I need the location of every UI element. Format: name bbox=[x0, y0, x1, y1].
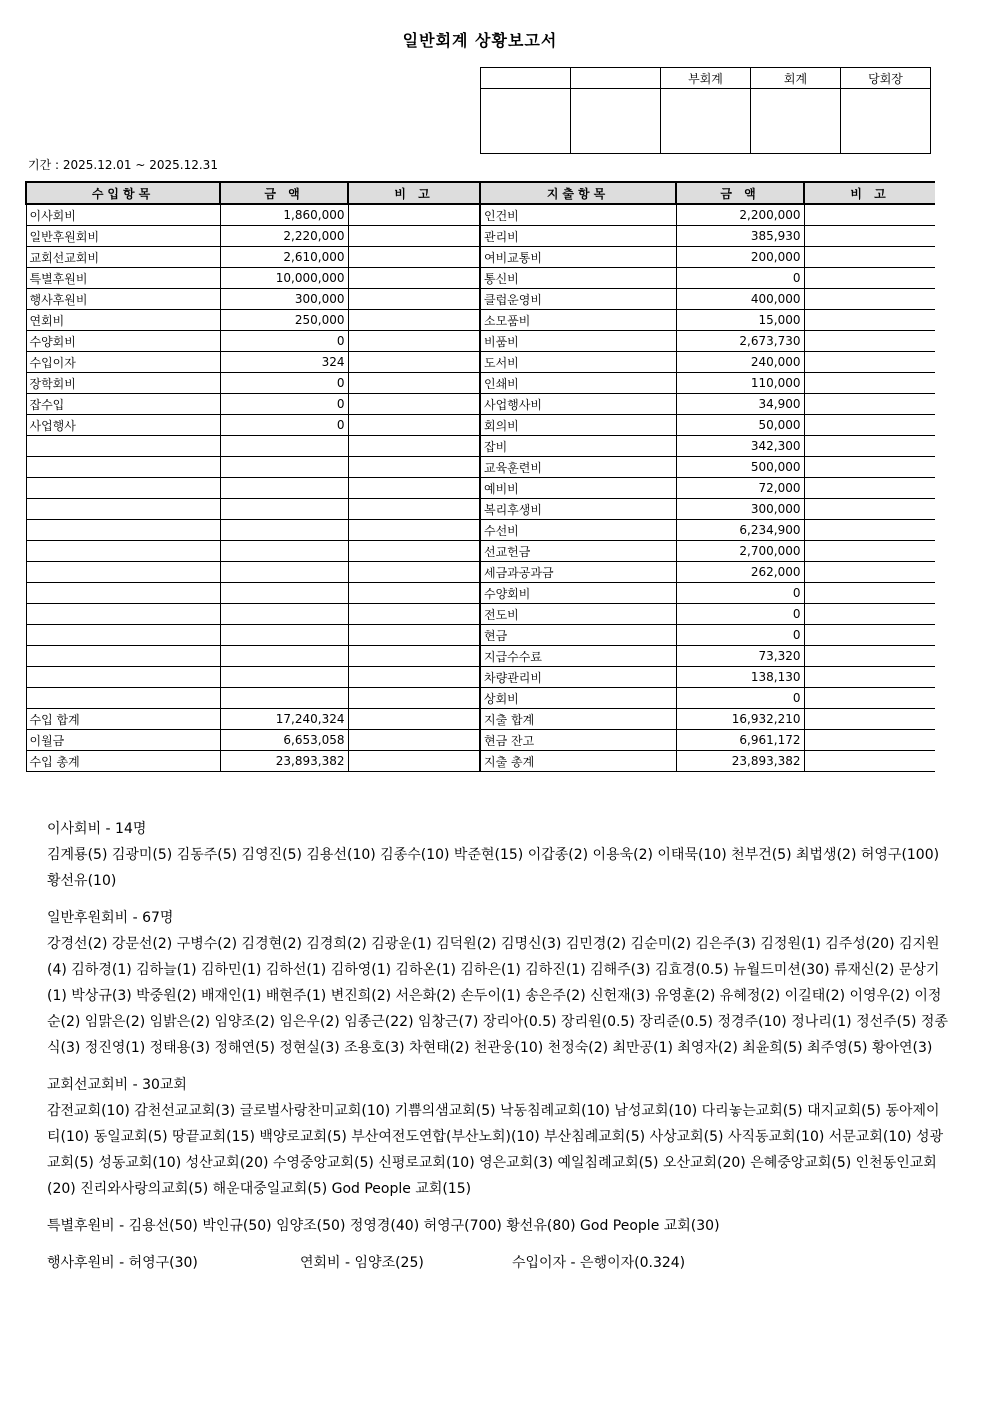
ledger-row bbox=[26, 331, 935, 352]
income-amount: 0 bbox=[220, 415, 348, 436]
income-amount: 250,000 bbox=[220, 310, 348, 331]
ledger-row bbox=[26, 751, 935, 772]
expense-note bbox=[804, 541, 935, 562]
general-support-list: 강경선(2) 강문선(2) 구병수(2) 김경현(2) 김경희(2) 김광운(1) 김덕원(2) 김명신(3) 김민경(2) 김순미(2) 김은주(3) 김정원(1) 김주성(20) 김지원(4) 김하경(1) 김하늘(1) 김하민(1) 김하선(1) 김하영(1) 김하온(1) 김하은(1) 김하진(1) 김해주(3) 김효경(0.5) 뉴월드미션(30) 류재신(2) 문상기(1) 박상규(3) 박중원(2) 배재인(1) 배현주(1) 변진희(2) 서은화(2) 손두이(1) 송은주(2) 신헌재(3) 유영훈(2) 유혜정(2) 이길태(2) 이영우(2) 이정순(2) 임맑은(2) 임밝은(2) 임양조(2) 임은우(2) 임종근(22) 임창근(7) 장리아(0.5) 장리원(0.5) 장리준(0.5) 정경주(10) 정나리(1) 정선주(5) 정종식(3) 정진영(1) 정태용(3) 정해연(5) 정현실(3) 조용호(3) 차현태(2) 천관웅(10) 천정숙(2) 최만공(1) 최영자(2) 최윤희(5) 최주영(5) 황아연(3) bbox=[47, 936, 948, 1056]
ledger-row bbox=[26, 226, 935, 247]
income-note bbox=[348, 688, 480, 709]
signature-box bbox=[571, 89, 661, 154]
ledger-row bbox=[26, 646, 935, 667]
expense-item: 지급수수료 bbox=[480, 646, 676, 667]
summary-line bbox=[47, 1250, 952, 1276]
expense-amount: 342,300 bbox=[676, 436, 804, 457]
income-item bbox=[26, 562, 220, 583]
ledger-row bbox=[26, 457, 935, 478]
income-note bbox=[348, 226, 480, 247]
expense-amount: 0 bbox=[676, 583, 804, 604]
header-income-item: 수입항목 bbox=[26, 182, 220, 204]
expense-note bbox=[804, 331, 935, 352]
income-amount: 0 bbox=[220, 331, 348, 352]
income-note bbox=[348, 499, 480, 520]
expense-amount: 73,320 bbox=[676, 646, 804, 667]
expense-amount: 16,932,210 bbox=[676, 709, 804, 730]
expense-note bbox=[804, 310, 935, 331]
expense-note bbox=[804, 583, 935, 604]
income-amount bbox=[220, 478, 348, 499]
ledger-row bbox=[26, 499, 935, 520]
signature-box bbox=[751, 89, 841, 154]
expense-item: 현금 잔고 bbox=[480, 730, 676, 751]
expense-item: 수선비 bbox=[480, 520, 676, 541]
expense-note bbox=[804, 457, 935, 478]
expense-note bbox=[804, 204, 935, 226]
income-item bbox=[26, 520, 220, 541]
income-item: 수입 합계 bbox=[26, 709, 220, 730]
income-amount: 0 bbox=[220, 373, 348, 394]
income-note bbox=[348, 625, 480, 646]
income-note bbox=[348, 646, 480, 667]
signature-header-vice-treasurer: 부회계 bbox=[661, 68, 751, 89]
annual-dues-note: 연회비 - 임양조(25) bbox=[300, 1255, 424, 1271]
expense-amount: 138,130 bbox=[676, 667, 804, 688]
expense-amount: 200,000 bbox=[676, 247, 804, 268]
income-amount: 300,000 bbox=[220, 289, 348, 310]
income-amount: 0 bbox=[220, 394, 348, 415]
expense-note bbox=[804, 709, 935, 730]
income-amount bbox=[220, 625, 348, 646]
expense-amount: 240,000 bbox=[676, 352, 804, 373]
income-note bbox=[348, 352, 480, 373]
expense-item: 지출 합계 bbox=[480, 709, 676, 730]
income-amount: 2,610,000 bbox=[220, 247, 348, 268]
income-item bbox=[26, 688, 220, 709]
income-note bbox=[348, 541, 480, 562]
expense-item: 교육훈련비 bbox=[480, 457, 676, 478]
income-amount: 1,860,000 bbox=[220, 204, 348, 226]
expense-item: 사업행사비 bbox=[480, 394, 676, 415]
header-expense-amount: 금 액 bbox=[676, 182, 804, 204]
expense-note bbox=[804, 562, 935, 583]
income-amount bbox=[220, 688, 348, 709]
ledger-row bbox=[26, 310, 935, 331]
expense-item: 현금 bbox=[480, 625, 676, 646]
expense-note bbox=[804, 751, 935, 772]
income-note bbox=[348, 562, 480, 583]
income-amount bbox=[220, 583, 348, 604]
ledger-table bbox=[25, 181, 935, 772]
income-amount: 2,220,000 bbox=[220, 226, 348, 247]
ledger-row bbox=[26, 709, 935, 730]
income-note bbox=[348, 204, 480, 226]
income-item bbox=[26, 457, 220, 478]
signature-box bbox=[661, 89, 751, 154]
income-item: 수입 총계 bbox=[26, 751, 220, 772]
income-note bbox=[348, 751, 480, 772]
header-income-amount: 금 액 bbox=[220, 182, 348, 204]
general-support-title: 일반후원회비 - 67명 bbox=[47, 910, 174, 926]
ledger-row bbox=[26, 415, 935, 436]
church-mission-title: 교회선교회비 - 30교회 bbox=[47, 1077, 187, 1093]
income-note bbox=[348, 331, 480, 352]
expense-amount: 0 bbox=[676, 268, 804, 289]
event-support-note: 행사후원비 - 허영구(30) bbox=[47, 1255, 198, 1271]
income-item bbox=[26, 478, 220, 499]
expense-item: 소모품비 bbox=[480, 310, 676, 331]
income-item bbox=[26, 583, 220, 604]
income-item: 수양회비 bbox=[26, 331, 220, 352]
income-item bbox=[26, 604, 220, 625]
income-note bbox=[348, 415, 480, 436]
income-note bbox=[348, 310, 480, 331]
income-amount bbox=[220, 457, 348, 478]
expense-amount: 6,234,900 bbox=[676, 520, 804, 541]
donor-notes bbox=[47, 816, 952, 1287]
income-amount bbox=[220, 562, 348, 583]
expense-amount: 2,700,000 bbox=[676, 541, 804, 562]
income-item: 교회선교회비 bbox=[26, 247, 220, 268]
ledger-row bbox=[26, 625, 935, 646]
income-item: 수입이자 bbox=[26, 352, 220, 373]
approval-signature-table bbox=[480, 67, 931, 154]
expense-item: 인쇄비 bbox=[480, 373, 676, 394]
income-note bbox=[348, 373, 480, 394]
income-item: 사업행사 bbox=[26, 415, 220, 436]
ledger-row bbox=[26, 562, 935, 583]
ledger-row bbox=[26, 289, 935, 310]
expense-amount: 262,000 bbox=[676, 562, 804, 583]
expense-item: 관리비 bbox=[480, 226, 676, 247]
expense-note bbox=[804, 688, 935, 709]
ledger-row bbox=[26, 583, 935, 604]
income-amount: 6,653,058 bbox=[220, 730, 348, 751]
income-note bbox=[348, 268, 480, 289]
income-item bbox=[26, 499, 220, 520]
expense-note bbox=[804, 289, 935, 310]
expense-item: 복리후생비 bbox=[480, 499, 676, 520]
income-item bbox=[26, 667, 220, 688]
expense-amount: 500,000 bbox=[676, 457, 804, 478]
income-item: 특별후원비 bbox=[26, 268, 220, 289]
income-item bbox=[26, 541, 220, 562]
income-amount: 17,240,324 bbox=[220, 709, 348, 730]
ledger-row bbox=[26, 667, 935, 688]
income-item: 이월금 bbox=[26, 730, 220, 751]
expense-amount: 0 bbox=[676, 625, 804, 646]
expense-item: 인건비 bbox=[480, 204, 676, 226]
signature-header-treasurer: 회계 bbox=[751, 68, 841, 89]
income-amount bbox=[220, 499, 348, 520]
signature-header-2 bbox=[571, 68, 661, 89]
expense-amount: 72,000 bbox=[676, 478, 804, 499]
expense-note bbox=[804, 415, 935, 436]
expense-amount: 2,673,730 bbox=[676, 331, 804, 352]
income-note bbox=[348, 289, 480, 310]
ledger-row bbox=[26, 268, 935, 289]
ledger-row bbox=[26, 604, 935, 625]
interest-income-note: 수입이자 - 은행이자(0.324) bbox=[512, 1255, 686, 1271]
income-item bbox=[26, 625, 220, 646]
ledger-container bbox=[25, 181, 935, 792]
expense-amount: 400,000 bbox=[676, 289, 804, 310]
expense-note bbox=[804, 625, 935, 646]
income-note bbox=[348, 667, 480, 688]
ledger-header-row bbox=[26, 182, 935, 204]
income-item bbox=[26, 436, 220, 457]
expense-note bbox=[804, 394, 935, 415]
income-amount bbox=[220, 520, 348, 541]
income-note bbox=[348, 394, 480, 415]
expense-item: 회의비 bbox=[480, 415, 676, 436]
expense-item: 지출 총계 bbox=[480, 751, 676, 772]
expense-note bbox=[804, 247, 935, 268]
income-item: 연회비 bbox=[26, 310, 220, 331]
special-support-line: 특별후원비 - 김용선(50) 박인규(50) 임양조(50) 정영경(40) 허영구(700) 황선유(80) God People 교회(30) bbox=[47, 1218, 720, 1234]
report-title: 일반회계 상황보고서 bbox=[402, 31, 558, 50]
expense-amount: 23,893,382 bbox=[676, 751, 804, 772]
income-amount: 324 bbox=[220, 352, 348, 373]
expense-amount: 0 bbox=[676, 604, 804, 625]
expense-amount: 34,900 bbox=[676, 394, 804, 415]
expense-item: 세금과공과금 bbox=[480, 562, 676, 583]
header-expense-note: 비 고 bbox=[804, 182, 935, 204]
expense-item: 수양회비 bbox=[480, 583, 676, 604]
income-note bbox=[348, 604, 480, 625]
ledger-row bbox=[26, 688, 935, 709]
expense-item: 차량관리비 bbox=[480, 667, 676, 688]
expense-note bbox=[804, 436, 935, 457]
expense-item: 도서비 bbox=[480, 352, 676, 373]
income-note bbox=[348, 709, 480, 730]
income-amount bbox=[220, 436, 348, 457]
expense-note bbox=[804, 352, 935, 373]
ledger-row bbox=[26, 394, 935, 415]
expense-note bbox=[804, 646, 935, 667]
income-amount bbox=[220, 604, 348, 625]
ledger-row bbox=[26, 352, 935, 373]
expense-note bbox=[804, 373, 935, 394]
ledger-row bbox=[26, 204, 935, 226]
expense-note bbox=[804, 604, 935, 625]
expense-note bbox=[804, 667, 935, 688]
expense-item: 여비교통비 bbox=[480, 247, 676, 268]
income-amount: 23,893,382 bbox=[220, 751, 348, 772]
expense-amount: 110,000 bbox=[676, 373, 804, 394]
income-note bbox=[348, 457, 480, 478]
expense-amount: 50,000 bbox=[676, 415, 804, 436]
income-item: 일반후원회비 bbox=[26, 226, 220, 247]
church-mission-list: 감전교회(10) 감천선교교회(3) 글로벌사랑찬미교회(10) 기쁨의샘교회(5) 낙동침례교회(10) 남성교회(10) 다리놓는교회(5) 대지교회(5) 동아제이티(10) 동일교회(5) 땅끝교회(15) 백양로교회(5) 부산여전도연합(부산노회)(10) 부산침례교회(5) 사상교회(5) 사직동교회(10) 서문교회(10) 성광교회(5) 성동교회(10) 성산교회(20) 수영중앙교회(5) 신평로교회(10) 영은교회(3) 예일침례교회(5) 오산교회(20) 은혜중앙교회(5) 인천동인교회(20) 진리와사랑의교회(5) 해운대중일교회(5) God People 교회(15) bbox=[47, 1103, 944, 1197]
income-amount bbox=[220, 646, 348, 667]
ledger-row bbox=[26, 436, 935, 457]
signature-header-1 bbox=[481, 68, 571, 89]
header-income-note: 비 고 bbox=[348, 182, 480, 204]
expense-amount: 300,000 bbox=[676, 499, 804, 520]
expense-item: 예비비 bbox=[480, 478, 676, 499]
expense-item: 클럽운영비 bbox=[480, 289, 676, 310]
expense-amount: 6,961,172 bbox=[676, 730, 804, 751]
header-expense-item: 지출항목 bbox=[480, 182, 676, 204]
income-note bbox=[348, 478, 480, 499]
report-period: 기간 : 2025.12.01 ~ 2025.12.31 bbox=[28, 158, 218, 172]
expense-note bbox=[804, 268, 935, 289]
income-amount bbox=[220, 541, 348, 562]
expense-item: 선교헌금 bbox=[480, 541, 676, 562]
expense-amount: 0 bbox=[676, 688, 804, 709]
income-note bbox=[348, 520, 480, 541]
expense-item: 비품비 bbox=[480, 331, 676, 352]
signature-box bbox=[481, 89, 571, 154]
income-amount bbox=[220, 667, 348, 688]
expense-amount: 2,200,000 bbox=[676, 204, 804, 226]
ledger-row bbox=[26, 247, 935, 268]
expense-note bbox=[804, 520, 935, 541]
signature-box bbox=[841, 89, 931, 154]
income-item: 잡수입 bbox=[26, 394, 220, 415]
expense-note bbox=[804, 478, 935, 499]
signature-header-pastor: 당회장 bbox=[841, 68, 931, 89]
ledger-row bbox=[26, 730, 935, 751]
expense-item: 전도비 bbox=[480, 604, 676, 625]
expense-item: 상회비 bbox=[480, 688, 676, 709]
ledger-row bbox=[26, 520, 935, 541]
expense-note bbox=[804, 226, 935, 247]
expense-note bbox=[804, 499, 935, 520]
expense-amount: 15,000 bbox=[676, 310, 804, 331]
board-dues-list: 김계룡(5) 김광미(5) 김동주(5) 김영진(5) 김용선(10) 김종수(10) 박준현(15) 이갑종(2) 이용욱(2) 이태묵(10) 천부건(5) 최법생(2) 허영구(100) 황선유(10) bbox=[47, 847, 940, 889]
income-note bbox=[348, 436, 480, 457]
ledger-row bbox=[26, 373, 935, 394]
income-note bbox=[348, 247, 480, 268]
expense-item: 통신비 bbox=[480, 268, 676, 289]
income-item: 장학회비 bbox=[26, 373, 220, 394]
ledger-row bbox=[26, 541, 935, 562]
income-amount: 10,000,000 bbox=[220, 268, 348, 289]
ledger-row bbox=[26, 478, 935, 499]
expense-note bbox=[804, 730, 935, 751]
income-note bbox=[348, 583, 480, 604]
income-item: 행사후원비 bbox=[26, 289, 220, 310]
expense-amount: 385,930 bbox=[676, 226, 804, 247]
expense-item: 잡비 bbox=[480, 436, 676, 457]
board-dues-title: 이사회비 - 14명 bbox=[47, 821, 147, 837]
income-note bbox=[348, 730, 480, 751]
income-item bbox=[26, 646, 220, 667]
income-item: 이사회비 bbox=[26, 204, 220, 226]
